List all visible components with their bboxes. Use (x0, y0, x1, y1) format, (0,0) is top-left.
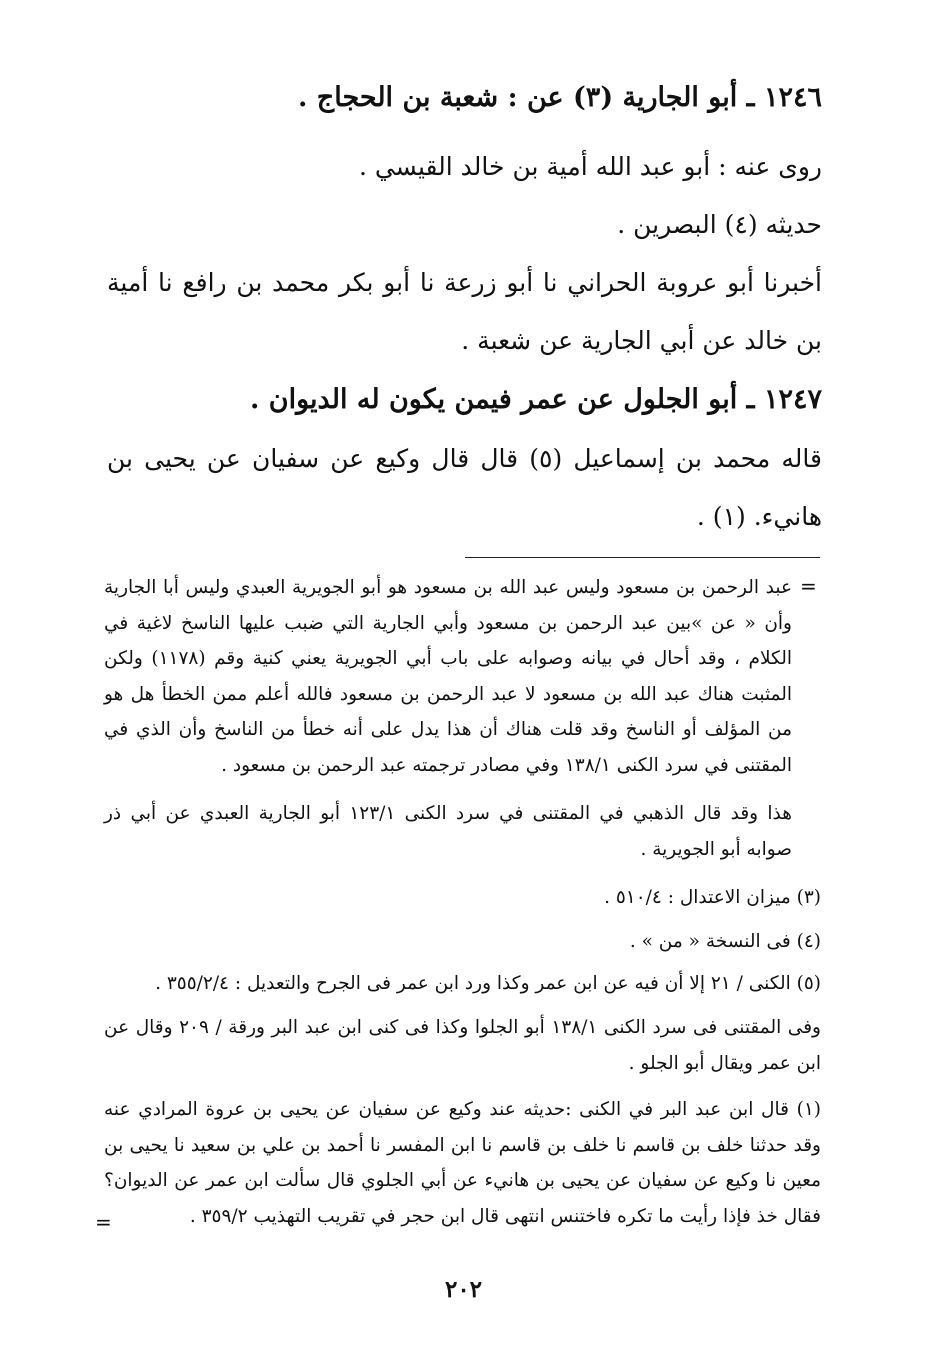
continuation-mark-end: = (95, 1210, 112, 1234)
footnote-4: (٤) فى النسخة « من » . (629, 931, 821, 952)
continuation-mark-start: = (800, 574, 817, 598)
footnote-previous-addendum: هذا وقد قال الذهبي في المقتنى في سرد الكنى ١٢٣/١ أبو الجارية العبدي عن أبي ذر صوابه أبو الجويرية . (104, 803, 792, 860)
footnote-separator (465, 557, 820, 558)
footnote-previous-continued: عبد الرحمن بن مسعود وليس عبد الله بن مسعود هو أبو الجويرية العبدي وليس أبا الجارية وأن « عن »بين عبد الرحمن بن مسعود وأبي الجارية التي ضبب عليها الناسخ لاغية في الكلام ، وقد أحال في بيانه وصوابه على باب أبي الجويرية يعني كنية وقم (١١٧٨) ولكن المثبت هناك عبد الله بن مسعود لا عبد الرحمن بن مسعود فالله أعلم ممن الخطأ هل هو من المؤلف أو الناسخ وقد قلت هناك أن هذا يدل على أنه خطأ من الناسخ وأن الذي في المقتنى في سرد الكنى ١٣٨/١ وفي مصادر ترجمته عبد الرحمن بن مسعود . (104, 577, 793, 776)
entry-1247-chain: قاله محمد بن إسماعيل (٥) قال قال وكيع عن سفيان عن يحيى بن هانيء. (١) . (107, 444, 822, 531)
entry-1247-heading: ١٢٤٧ ـ أبو الجلول عن عمر فيمن يكون له الديوان . (249, 384, 822, 415)
footnote-5-continued: وفى المقتنى فى سرد الكنى ١٣٨/١ أبو الجلوا وكذا فى كنى ابن عبد البر ورقة / ٢٠٩ وقال عن ابن عمر ويقال أبو الجلو . (104, 1017, 821, 1074)
footnote-1: (١) قال ابن عبد البر في الكنى :حديثه عند وكيع عن سفيان عن يحيى بن عروة المرادي عنه وقد حدثنا خلف بن قاسم نا خلف بن قاسم نا ابن المفسر نا أحمد بن علي بن سعيد نا يحيى بن معين نا وكيع عن سفيان عن يحيى بن هانيء عن أبي الجلوي قال سألت ابن عمر عن الديوان؟ فقال خذ فإذا رأيت ما تكره فاختنس انتهى قال ابن حجر في تقريب التهذيب ٣٥٩/٢ . (104, 1099, 821, 1227)
footnote-5: (٥) الكنى / ٢١ إلا أن فيه عن ابن عمر وكذا ورد ابن عمر فى الجرح والتعديل : ٣٥٥/٢/٤ . (155, 973, 821, 994)
page-number: ٢٠٢ (444, 1276, 483, 1303)
entry-1246-hadith-origin: حديثه (٤) البصرين . (617, 210, 822, 239)
entry-1246-chain: أخبرنا أبو عروبة الحراني نا أبو زرعة نا أبو بكر محمد بن رافع نا أمية بن خالد عن أبي الجارية عن شعبة . (107, 268, 822, 355)
entry-1246-narrator-line: روى عنه : أبو عبد الله أمية بن خالد القيسي . (358, 152, 822, 181)
entry-1246-heading: ١٢٤٦ ـ أبو الجارية (٣) عن : شعبة بن الحجاج . (298, 82, 822, 113)
footnote-3: (٣) ميزان الاعتدال : ٥١٠/٤ . (604, 887, 821, 908)
